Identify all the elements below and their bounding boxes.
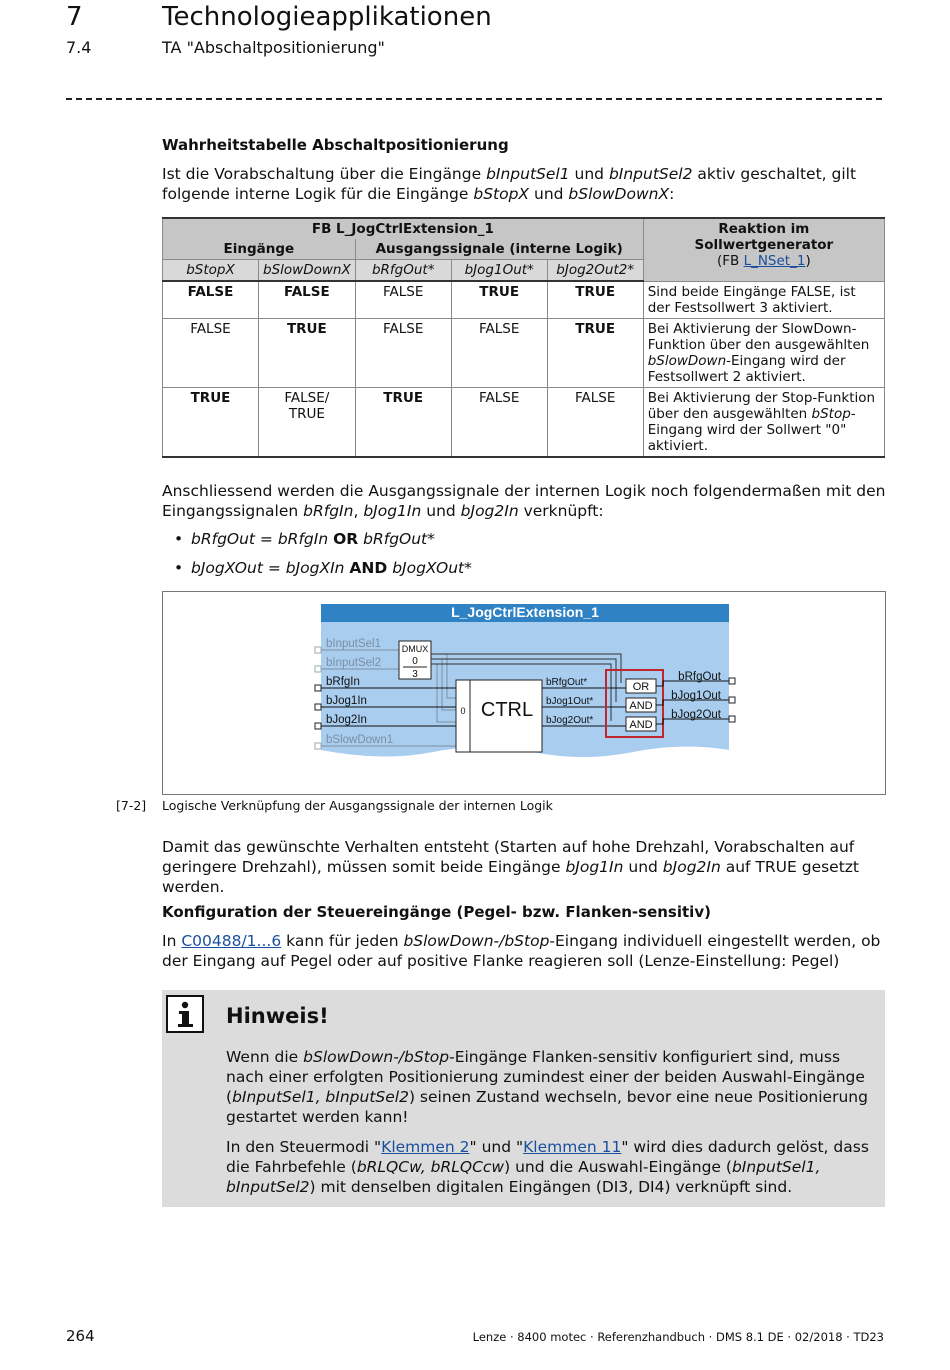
input-connector [315,704,321,710]
dmux-value: 3 [412,669,418,680]
col-header: bStopX [163,260,259,282]
config-heading: Konfiguration der Steuereingänge (Pegel- bzw. Flanken-sensitiv) [162,903,711,921]
behaviour-paragraph: Damit das gewünschte Verhalten entsteht (Starten auf hohe Drehzahl, Vorabschalten auf geringere Drehzahl), müssen somit beide Eingänge bJog1In und bJog2In auf TRUE gesetzt werden. [162,838,860,896]
col-header: bJog1Out* [451,260,547,282]
gate-label: AND [629,700,653,712]
table-cell: FALSE [355,318,451,387]
input-connector [315,647,321,653]
bullet-and-formula: bJogXOut = bJogXIn AND bJogXOut* [191,559,472,577]
table-cell: FALSE [547,387,643,457]
info-icon [166,995,204,1033]
page-number: 264 [66,1327,95,1345]
header-divider [66,98,882,100]
bullet-or-formula: bRfgOut = bRfgIn OR bRfgOut* [191,530,435,548]
table-cell: FALSE/ TRUE [259,387,356,457]
table-cell: TRUE [355,387,451,457]
reaction-cell: Bei Aktivierung der SlowDown-Funktion über den ausgewählten bSlowDown-Eingang wird der Festsollwert 2 aktiviert. [643,318,884,387]
ctrl-zero: 0 [460,706,466,716]
section-title: TA "Abschaltpositionierung" [162,38,385,57]
table-cell: FALSE [259,281,356,318]
dmux-value: 0 [412,656,418,667]
klemmen-11-link[interactable]: Klemmen 11 [523,1138,622,1156]
ctrl-label: CTRL [480,699,534,721]
truth-table-intro: Ist die Vorabschaltung über die Eingänge bInputSel1 und bInputSel2 aktiv geschaltet, gilt folgende interne Logik für die Eingänge bStopX und bSlowDownX: [162,165,857,203]
function-block-diagram [163,592,885,794]
reaction-cell: Bei Aktivierung der Stop-Funktion über den ausgewählten bStop-Eingang wird der Sollwert "0" aktiviert. [643,387,884,457]
table-cell: TRUE [547,318,643,387]
table-cell: TRUE [547,281,643,318]
chapter-title: Technologieapplikationen [162,2,492,32]
input-label: bInputSel2 [326,657,381,669]
table-cell: FALSE [355,281,451,318]
table-cell: TRUE [259,318,356,387]
table-row [163,318,885,387]
note-paragraph: In den Steuermodi "Klemmen 2" und "Klemmen 11" wird dies dadurch gelöst, dass die Fahrbefehle (bRLQCw, bRLQCcw) und die Auswahl-Eingänge (bInputSel1, bInputSel2) mit denselben digitalen Eingängen (DI3, DI4) verknüpft sind. [226,1138,869,1196]
fb-header: FB L_JogCtrlExtension_1 [163,218,644,239]
table-cell: FALSE [451,387,547,457]
output-label: bJog1Out [671,690,721,702]
input-label: bSlowDown1 [326,734,394,746]
bullet-marker: • [174,559,184,577]
output-label: bJog2Out [671,709,721,721]
config-paragraph: In C00488/1...6 kann für jeden bSlowDown-/bStop-Eingang individuell eingestellt werden, ob der Eingang auf Pegel oder auf positive Flanke reagieren soll (Lenze-Einstellung: Pegel) [162,932,881,970]
group-inputs: Eingänge [163,239,356,260]
gate-label: OR [632,681,650,693]
chapter-number: 7 [66,2,83,32]
c00488-link[interactable]: C00488/1...6 [181,932,282,950]
table-cell: TRUE [163,387,259,457]
internal-output-label: bRfgOut* [546,677,588,688]
group-outputs: Ausgangssignale (interne Logik) [355,239,643,260]
table-cell: FALSE [163,318,259,387]
internal-output-label: bJog1Out* [546,696,594,707]
bullet-marker: • [174,530,184,548]
reaction-header: Reaktion im Sollwertgenerator (FB L_NSet_1) [643,218,884,281]
table-row [163,387,885,457]
col-header: bJog2Out2* [547,260,643,282]
col-header: bSlowDownX [259,260,356,282]
note-paragraph: Wenn die bSlowDown-/bStop-Eingänge Flanken-sensitiv konfiguriert sind, muss nach einer erfolgten Positionierung zumindest einer der beiden Auswahl-Eingänge (bInputSel1, bInputSel2) seinen Zustand wechseln, bevor eine neue Positionierung gestartet werden kann! [226,1048,868,1126]
figure-caption: Logische Verknüpfung der Ausgangssignale der internen Logik [162,798,553,813]
table-cell: FALSE [451,318,547,387]
klemmen-2-link[interactable]: Klemmen 2 [381,1138,470,1156]
internal-output-label: bJog2Out* [546,715,594,726]
reaction-cell: Sind beide Eingänge FALSE, ist der Festsollwert 3 aktiviert. [643,281,884,318]
table-cell: FALSE [163,281,259,318]
section-number: 7.4 [66,38,92,57]
output-label: bRfgOut [678,671,721,683]
input-connector [315,685,321,691]
l-nset-link[interactable]: L_NSet_1 [743,253,806,269]
note-title: Hinweis! [226,1004,329,1028]
col-header: bRfgOut* [355,260,451,282]
dmux-label: DMUX [401,644,429,654]
input-label: bInputSel1 [326,638,381,650]
logic-paragraph: Anschliessend werden die Ausgangssignale der internen Logik noch folgendermaßen mit den Eingangssignalen bRfgIn, bJog1In und bJog2In verknüpft: [162,482,886,520]
table-cell: TRUE [451,281,547,318]
input-label: bJog1In [326,695,367,707]
block-title: L_JogCtrlExtension_1 [451,604,599,620]
output-connector [729,678,735,684]
input-label: bJog2In [326,714,367,726]
input-connector [315,723,321,729]
input-connector [315,743,321,749]
input-connector [315,666,321,672]
truth-table [162,217,885,458]
output-connector [729,716,735,722]
footer-text: Lenze · 8400 motec · Referenzhandbuch · DMS 8.1 DE · 02/2018 · TD23 [472,1330,884,1344]
truth-table-heading: Wahrheitstabelle Abschaltpositionierung [162,136,509,154]
table-row [163,281,885,318]
figure-number: [7-2] [116,798,147,813]
input-label: bRfgIn [326,676,360,688]
output-connector [729,697,735,703]
gate-label: AND [629,719,653,731]
diagram-frame [162,591,886,795]
